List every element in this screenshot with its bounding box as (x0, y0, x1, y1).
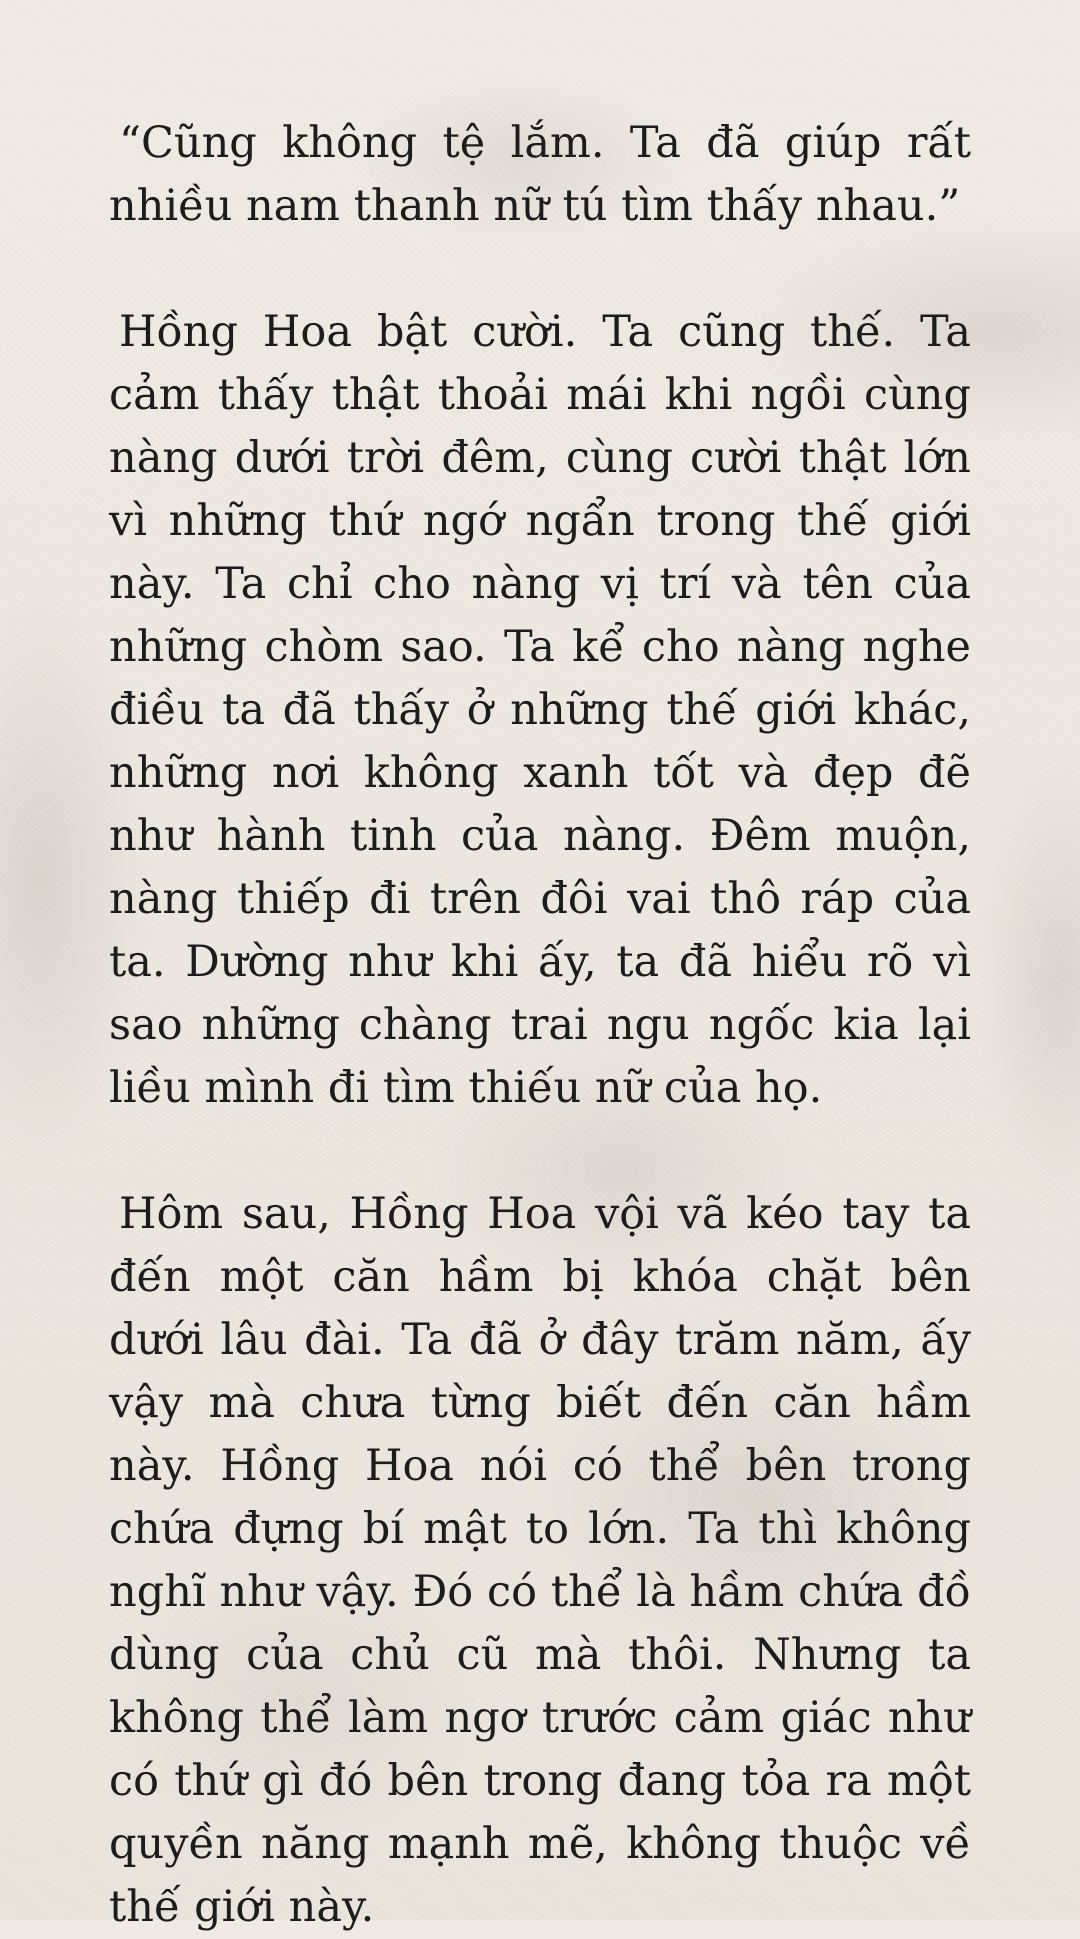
story-text (109, 112, 971, 1939)
paragraph-3: Hôm sau, Hồng Hoa vội vã kéo tay ta đến một căn hầm bị khóa chặt bên dưới lâu đài. Ta đã ở đây trăm năm, ấy vậy mà chưa từng biết đến căn hầm này. Hồng Hoa nói có thể bên trong chứa đựng bí mật to lớn. Ta thì không nghĩ như vậy. Đó có thể là hầm chứa đồ dùng của chủ cũ mà thôi. Nhưng ta không thể làm ngơ trước cảm giác như có thứ gì đó bên trong đang tỏa ra một quyền năng mạnh mẽ, không thuộc về thế giới này. (109, 1189, 971, 1932)
paragraph-1: “Cũng không tệ lắm. Ta đã giúp rất nhiều nam thanh nữ tú tìm thấy nhau.” (109, 118, 971, 231)
paragraph-2: Hồng Hoa bật cười. Ta cũng thế. Ta cảm thấy thật thoải mái khi ngồi cùng nàng dưới trời đêm, cùng cười thật lớn vì những thứ ngớ ngẩn trong thế giới này. Ta chỉ cho nàng vị trí và tên của những chòm sao. Ta kể cho nàng nghe điều ta đã thấy ở những thế giới khác, những nơi không xanh tốt và đẹp đẽ như hành tinh của nàng. Đêm muộn, nàng thiếp đi trên đôi vai thô ráp của ta. Dường như khi ấy, ta đã hiểu rõ vì sao những chàng trai ngu ngốc kia lại liều mình đi tìm thiếu nữ của họ. (109, 307, 971, 1113)
